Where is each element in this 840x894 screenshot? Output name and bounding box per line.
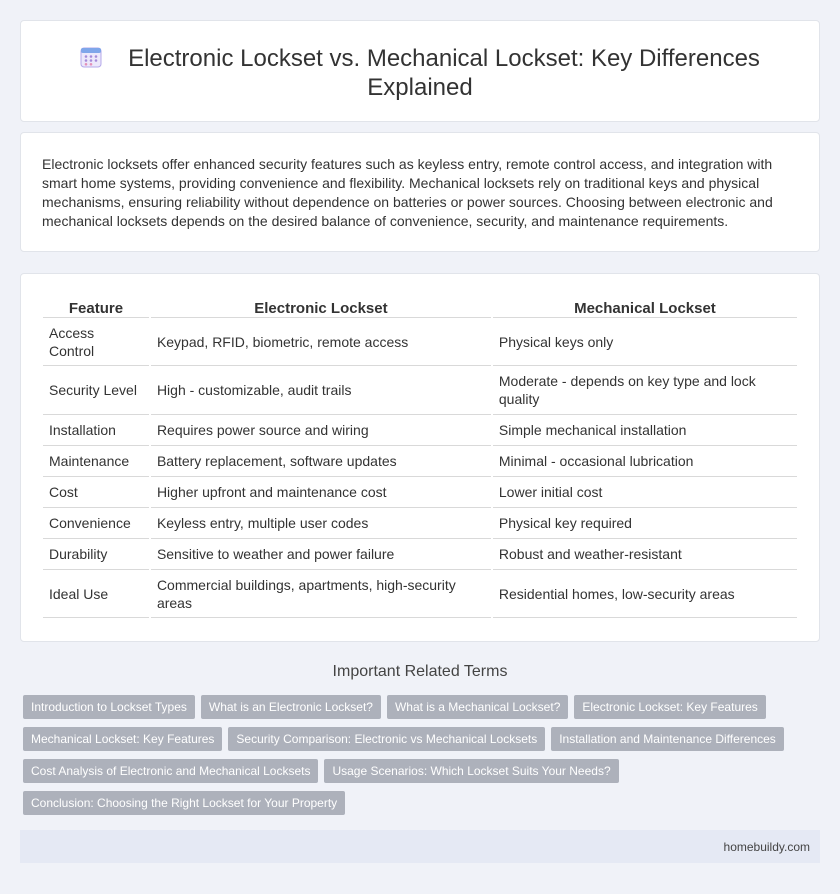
related-terms-tags	[23, 695, 813, 823]
title-card	[20, 20, 820, 122]
mechanical-cell: Simple mechanical installation	[493, 415, 797, 446]
electronic-cell: Commercial buildings, apartments, high-security areas	[151, 570, 491, 618]
mechanical-cell: Minimal - occasional lubrication	[493, 446, 797, 477]
mechanical-cell: Physical keys only	[493, 318, 797, 366]
table-header-row	[43, 295, 797, 318]
table-row	[43, 539, 797, 570]
comparison-table	[41, 295, 799, 618]
tag-electronic-lockset-key-features[interactable]: Electronic Lockset: Key Features	[574, 695, 765, 719]
feature-cell: Convenience	[43, 508, 149, 539]
mechanical-cell: Physical key required	[493, 508, 797, 539]
electronic-cell: Keyless entry, multiple user codes	[151, 508, 491, 539]
comparison-table-card	[20, 273, 820, 642]
intro-card	[20, 132, 820, 252]
electronic-cell: Higher upfront and maintenance cost	[151, 477, 491, 508]
tag-mechanical-lockset-key-features[interactable]: Mechanical Lockset: Key Features	[23, 727, 222, 751]
header-electronic: Electronic Lockset	[151, 295, 491, 318]
electronic-cell: Keypad, RFID, biometric, remote access	[151, 318, 491, 366]
tag-usage-scenarios[interactable]: Usage Scenarios: Which Lockset Suits Your Needs?	[324, 759, 618, 783]
mechanical-cell: Moderate - depends on key type and lock quality	[493, 366, 797, 415]
calendar-icon	[80, 46, 102, 68]
footer	[20, 830, 820, 863]
table-row	[43, 570, 797, 618]
feature-cell: Ideal Use	[43, 570, 149, 618]
table-row	[43, 477, 797, 508]
tag-what-is-electronic-lockset[interactable]: What is an Electronic Lockset?	[201, 695, 381, 719]
tag-what-is-mechanical-lockset[interactable]: What is a Mechanical Lockset?	[387, 695, 568, 719]
table-row	[43, 415, 797, 446]
table-row	[43, 446, 797, 477]
feature-cell: Security Level	[43, 366, 149, 415]
tag-security-comparison[interactable]: Security Comparison: Electronic vs Mechanical Locksets	[228, 727, 545, 751]
electronic-cell: High - customizable, audit trails	[151, 366, 491, 415]
tag-cost-analysis[interactable]: Cost Analysis of Electronic and Mechanical Locksets	[23, 759, 318, 783]
header-mechanical: Mechanical Lockset	[493, 295, 797, 318]
mechanical-cell: Residential homes, low-security areas	[493, 570, 797, 618]
feature-cell: Installation	[43, 415, 149, 446]
feature-cell: Cost	[43, 477, 149, 508]
page-title: Electronic Lockset vs. Mechanical Lockset: Key Differences Explained	[128, 45, 760, 101]
electronic-cell: Sensitive to weather and power failure	[151, 539, 491, 570]
table-row	[43, 366, 797, 415]
page-title-wrap	[21, 44, 819, 102]
tag-conclusion[interactable]: Conclusion: Choosing the Right Lockset for Your Property	[23, 791, 345, 815]
feature-cell: Maintenance	[43, 446, 149, 477]
related-terms-heading: Important Related Terms	[332, 663, 508, 680]
tag-installation-maintenance-differences[interactable]: Installation and Maintenance Differences	[551, 727, 784, 751]
mechanical-cell: Robust and weather-resistant	[493, 539, 797, 570]
tag-introduction-to-lockset-types[interactable]: Introduction to Lockset Types	[23, 695, 195, 719]
feature-cell: Durability	[43, 539, 149, 570]
table-row	[43, 318, 797, 366]
electronic-cell: Battery replacement, software updates	[151, 446, 491, 477]
table-row	[43, 508, 797, 539]
intro-paragraph: Electronic locksets offer enhanced security features such as keyless entry, remote control access, and integration with smart home systems, providing convenience and flexibility. Mechanical locksets rely on traditional keys and physical mechanisms, ensuring reliability without dependence on batteries or power sources. Choosing between electronic and mechanical locksets depends on the desired balance of convenience, security, and maintenance requirements.	[42, 156, 773, 229]
mechanical-cell: Lower initial cost	[493, 477, 797, 508]
header-feature: Feature	[43, 295, 149, 318]
electronic-cell: Requires power source and wiring	[151, 415, 491, 446]
footer-site[interactable]: homebuildy.com	[723, 840, 810, 854]
feature-cell: Access Control	[43, 318, 149, 366]
